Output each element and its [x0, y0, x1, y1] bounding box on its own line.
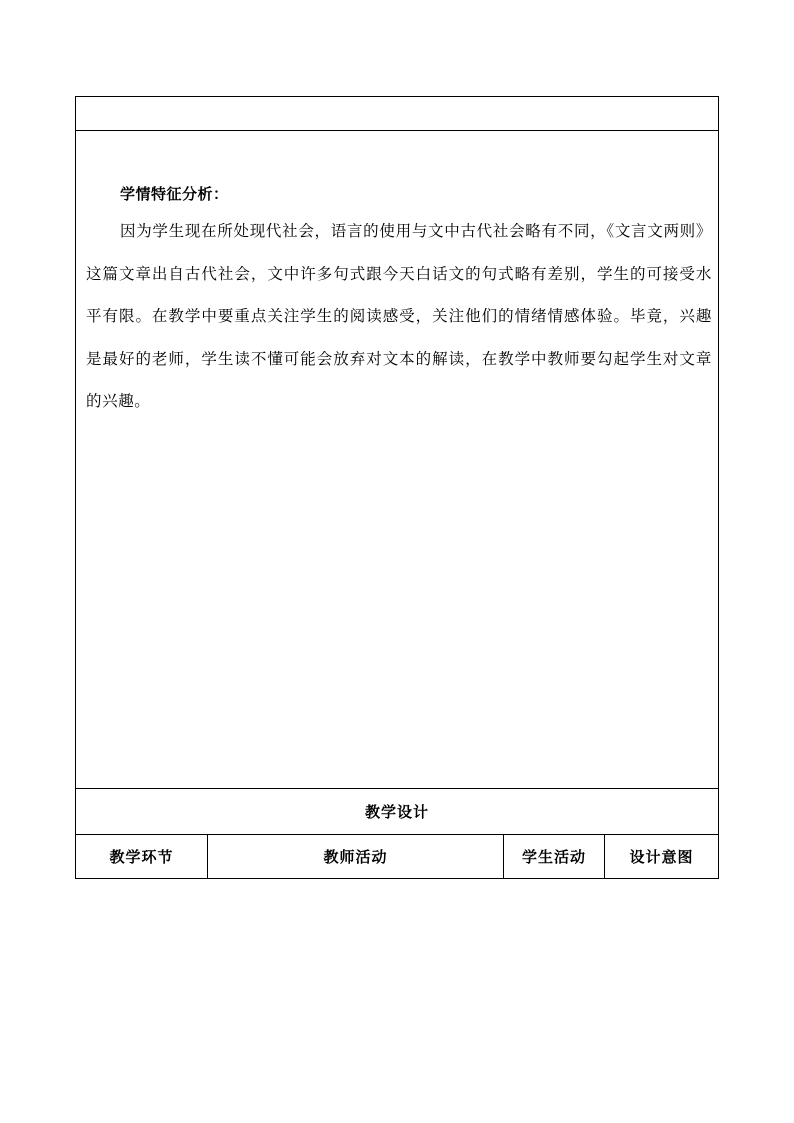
lesson-plan-table: [75, 96, 719, 879]
design-header-row: [76, 835, 718, 878]
column-header-design-intent: 设计意图: [629, 848, 694, 866]
analysis-body: 因为学生现在所处现代社会，语言的使用与文中古代社会略有不同，《文言文两则》这篇文章出自古代社会，文中许多句式跟今天白话文的句式略有差别，学生的可接受水平有限。在教学中要重点关注学生的阅读感受，关注他们的情绪情感体验。毕竟，兴趣是最好的老师，学生读不懂可能会放弃对文本的解读，在教学中教师要勾起学生对文章的兴趣。: [86, 222, 712, 410]
student-analysis-section: [76, 131, 718, 789]
column-header-student-activity: 学生活动: [504, 835, 605, 878]
empty-top-row: [76, 97, 718, 131]
column-header-teaching-stage: 教学环节: [76, 835, 208, 878]
design-title: 教学设计: [76, 789, 718, 835]
analysis-heading: 学情特征分析：: [120, 185, 229, 203]
column-header-teacher-activity: 教师活动: [208, 835, 504, 878]
